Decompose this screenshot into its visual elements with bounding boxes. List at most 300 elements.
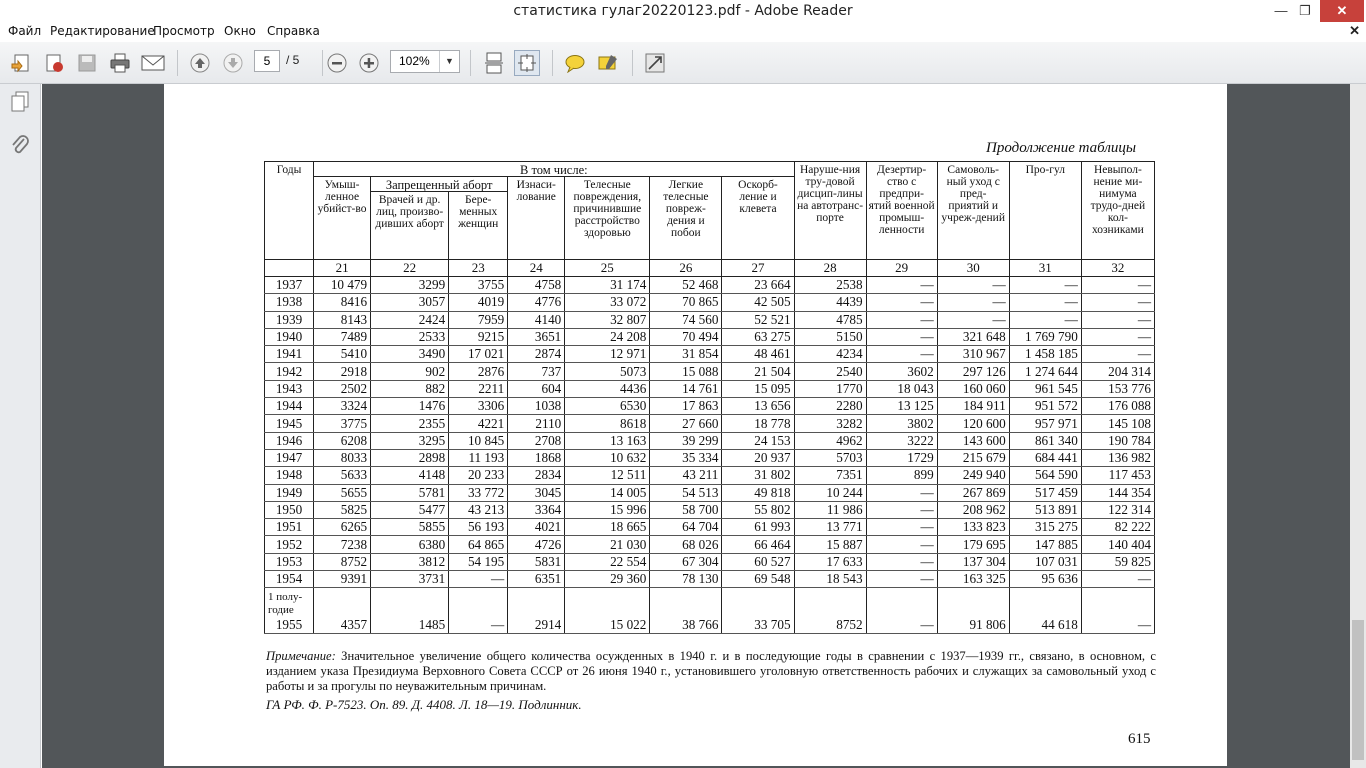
table-cell: 3057 [371, 294, 449, 311]
year-cell: 1945 [265, 415, 314, 432]
header-kolkhoz: Невыпол-нение ми-нимума трудо-дней кол-хозниками [1081, 162, 1154, 260]
table-cell: 54 195 [449, 553, 508, 570]
table-cell: 58 700 [650, 501, 722, 518]
table-row [265, 346, 1155, 363]
table-cell: 2280 [794, 398, 866, 415]
table-cell: 267 869 [937, 484, 1009, 501]
table-cell: 5477 [371, 501, 449, 518]
table-cell: 68 026 [650, 536, 722, 553]
table-cell: 2540 [794, 363, 866, 380]
table-cell: 6208 [314, 432, 371, 449]
table-cell: 91 806 [937, 588, 1009, 634]
table-cell: 32 807 [565, 311, 650, 328]
table-cell: 63 275 [722, 328, 794, 345]
table-cell: 15 022 [565, 588, 650, 634]
table-cell: 78 130 [650, 571, 722, 588]
table-cell: 33 705 [722, 588, 794, 634]
table-cell: — [866, 536, 937, 553]
table-cell: 20 233 [449, 467, 508, 484]
toolbar-separator [322, 50, 323, 76]
table-row [265, 484, 1155, 501]
column-number: 23 [449, 260, 508, 277]
table-cell: 9215 [449, 328, 508, 345]
table-cell: 249 940 [937, 467, 1009, 484]
note-text: Значительное увеличение общего количества осужденных в 1940 г. и в последующие годы в сравнении с 1937—1939 гг., связано, в основном, с изданием указа Президиума Верховного Совета СССР от 26 июня 1940 г., установившего уголовную ответственность рабочих и служащих за самовольный уход с работы и за прогулы по неуважительным причинам. [266, 649, 1157, 693]
table-cell: 11 193 [449, 449, 508, 466]
table-cell: 61 993 [722, 519, 794, 536]
table-cell: 297 126 [937, 363, 1009, 380]
table-cell: — [866, 571, 937, 588]
table-cell: 82 222 [1081, 519, 1154, 536]
column-number: 27 [722, 260, 794, 277]
table-cell: — [866, 294, 937, 311]
toolbar-separator [470, 50, 471, 76]
table-cell: 23 664 [722, 277, 794, 294]
table-cell: 17 021 [449, 346, 508, 363]
table-cell: 9391 [314, 571, 371, 588]
table-cell: 8752 [794, 588, 866, 634]
table-cell: 133 823 [937, 519, 1009, 536]
close-button[interactable]: ✕ [1320, 0, 1364, 22]
table-cell: 31 854 [650, 346, 722, 363]
table-row [265, 536, 1155, 553]
table-cell: — [449, 588, 508, 634]
year-cell: 1947 [265, 449, 314, 466]
statistics-table [264, 161, 1155, 634]
table-cell: 176 088 [1081, 398, 1154, 415]
table-cell: 5655 [314, 484, 371, 501]
table-cell: — [1081, 588, 1154, 634]
print-icon[interactable] [107, 50, 133, 76]
table-cell: 5831 [508, 553, 565, 570]
table-cell: 184 911 [937, 398, 1009, 415]
year-cell: 1948 [265, 467, 314, 484]
table-cell: 24 153 [722, 432, 794, 449]
table-cell: — [866, 588, 937, 634]
table-row [265, 380, 1155, 397]
table-cell: 4785 [794, 311, 866, 328]
header-insult: Оскорб-ление и клевета [722, 177, 794, 260]
table-cell: 3045 [508, 484, 565, 501]
table-cell: 70 494 [650, 328, 722, 345]
table-row [265, 519, 1155, 536]
combine-files-icon[interactable] [41, 50, 67, 76]
table-cell: 12 971 [565, 346, 650, 363]
table-note [266, 649, 1156, 694]
table-cell: 8033 [314, 449, 371, 466]
table-cell: 143 600 [937, 432, 1009, 449]
attachments-icon[interactable] [8, 132, 32, 156]
menu-file[interactable]: Файл [8, 24, 42, 38]
table-cell: 684 441 [1009, 449, 1081, 466]
table-cell: 39 299 [650, 432, 722, 449]
year-cell: 1949 [265, 484, 314, 501]
table-cell: 43 213 [449, 501, 508, 518]
table-cell: 3364 [508, 501, 565, 518]
table-cell: 54 513 [650, 484, 722, 501]
table-cell: 2874 [508, 346, 565, 363]
table-cell: — [866, 501, 937, 518]
table-cell: 7238 [314, 536, 371, 553]
table-cell: 3299 [371, 277, 449, 294]
table-cell: — [1081, 328, 1154, 345]
table-row [265, 467, 1155, 484]
zoom-select[interactable] [390, 50, 460, 73]
table-cell: 38 766 [650, 588, 722, 634]
table-cell: — [1009, 277, 1081, 294]
table-cell: 4021 [508, 519, 565, 536]
table-cell: 64 865 [449, 536, 508, 553]
table-cell: — [866, 553, 937, 570]
page-number-input[interactable]: 5 [254, 50, 280, 72]
table-cell: 2876 [449, 363, 508, 380]
table-cell: 15 996 [565, 501, 650, 518]
table-cell: 3490 [371, 346, 449, 363]
table-cell: — [866, 311, 937, 328]
table-row [265, 571, 1155, 588]
table-cell: 56 193 [449, 519, 508, 536]
table-row [265, 449, 1155, 466]
header-desertion: Дезертир-ство с предпри-ятий военной промыш-ленности [866, 162, 937, 260]
table-cell: 24 208 [565, 328, 650, 345]
table-cell: 517 459 [1009, 484, 1081, 501]
table-cell: 7489 [314, 328, 371, 345]
title-bar [0, 0, 1366, 22]
header-years: Годы [265, 162, 314, 260]
chevron-down-icon[interactable]: ▼ [439, 51, 459, 72]
table-cell: 20 937 [722, 449, 794, 466]
table-cell: 215 679 [937, 449, 1009, 466]
table-cell: 902 [371, 363, 449, 380]
table-cell: 48 461 [722, 346, 794, 363]
year-cell: 1953 [265, 553, 314, 570]
table-cell: 1485 [371, 588, 449, 634]
table-cell: 7959 [449, 311, 508, 328]
table-cell: 10 244 [794, 484, 866, 501]
menu-view[interactable]: Просмотр [153, 24, 215, 38]
table-row [265, 328, 1155, 345]
table-cell: 2538 [794, 277, 866, 294]
table-row [265, 553, 1155, 570]
toolbar-separator [177, 50, 178, 76]
table-cell: 321 648 [937, 328, 1009, 345]
table-cell: 179 695 [937, 536, 1009, 553]
half-year-label: 1 полу-годие [268, 591, 303, 617]
close-document-icon[interactable]: ✕ [1349, 23, 1360, 38]
year-cell: 1950 [265, 501, 314, 518]
table-row [265, 588, 1155, 634]
year-cell: 1946 [265, 432, 314, 449]
header-abortion: Запрещенный аборт [371, 177, 508, 192]
table-cell: 604 [508, 380, 565, 397]
table-cell: 4962 [794, 432, 866, 449]
table-cell: 5781 [371, 484, 449, 501]
table-cell: 6380 [371, 536, 449, 553]
year-cell: 1941 [265, 346, 314, 363]
year-cell [265, 588, 314, 634]
header-rape: Изнаси-лование [508, 177, 565, 260]
table-cell: 4019 [449, 294, 508, 311]
header-bodily-harm: Телесные повреждения, причинившие расстройство здоровью [565, 177, 650, 260]
table-cell: 204 314 [1081, 363, 1154, 380]
table-cell: 160 060 [937, 380, 1009, 397]
table-cell: 2355 [371, 415, 449, 432]
table-cell: 4221 [449, 415, 508, 432]
table-cell: 44 618 [1009, 588, 1081, 634]
table-cell: 315 275 [1009, 519, 1081, 536]
scrollbar-thumb[interactable] [1352, 620, 1364, 760]
table-cell: 67 304 [650, 553, 722, 570]
table-cell: 7351 [794, 467, 866, 484]
table-cell: 137 304 [937, 553, 1009, 570]
column-number: 22 [371, 260, 449, 277]
table-cell: 5703 [794, 449, 866, 466]
table-cell: 13 163 [565, 432, 650, 449]
table-cell: 27 660 [650, 415, 722, 432]
table-cell: 31 174 [565, 277, 650, 294]
table-cell: 3775 [314, 415, 371, 432]
page-number: 615 [1128, 731, 1151, 747]
table-cell: 59 825 [1081, 553, 1154, 570]
table-cell: 42 505 [722, 294, 794, 311]
table-cell: 4148 [371, 467, 449, 484]
table-cell: 208 962 [937, 501, 1009, 518]
table-body [265, 277, 1155, 634]
toolbar [0, 42, 1366, 84]
table-cell: 2918 [314, 363, 371, 380]
table-cell: 8752 [314, 553, 371, 570]
table-cell: 951 572 [1009, 398, 1081, 415]
table-cell: 66 464 [722, 536, 794, 553]
table-cell: 10 845 [449, 432, 508, 449]
table-cell: 5150 [794, 328, 866, 345]
fit-page-icon[interactable] [514, 50, 540, 76]
year-cell: 1938 [265, 294, 314, 311]
year-cell: 1954 [265, 571, 314, 588]
table-cell: — [1081, 294, 1154, 311]
create-pdf-icon[interactable] [8, 50, 34, 76]
table-cell: — [937, 294, 1009, 311]
table-cell: 11 986 [794, 501, 866, 518]
year-cell: 1942 [265, 363, 314, 380]
menu-edit[interactable]: Редактирование [50, 24, 155, 38]
table-cell: 8618 [565, 415, 650, 432]
next-page-icon[interactable] [220, 50, 246, 76]
table-cell: 21 030 [565, 536, 650, 553]
table-cell: 33 072 [565, 294, 650, 311]
table-cell: 513 891 [1009, 501, 1081, 518]
table-cell: 737 [508, 363, 565, 380]
table-cell: 120 600 [937, 415, 1009, 432]
table-cell: 74 560 [650, 311, 722, 328]
column-number: 25 [565, 260, 650, 277]
table-cell: 2424 [371, 311, 449, 328]
header-murder: Умыш-ленное убийст-во [314, 177, 371, 260]
header-light-harm: Легкие телесные повреж-дения и побои [650, 177, 722, 260]
page-thumbnails-icon[interactable] [8, 90, 32, 114]
table-cell: — [1081, 311, 1154, 328]
year-label: 1955 [275, 617, 303, 633]
menu-help[interactable]: Справка [267, 24, 320, 38]
table-cell: 564 590 [1009, 467, 1081, 484]
table-cell: 60 527 [722, 553, 794, 570]
table-cell: 18 543 [794, 571, 866, 588]
column-number: 32 [1081, 260, 1154, 277]
table-cell: 14 761 [650, 380, 722, 397]
table-cell: 2708 [508, 432, 565, 449]
table-cell: 6265 [314, 519, 371, 536]
column-number: 24 [508, 260, 565, 277]
table-cell: 163 325 [937, 571, 1009, 588]
table-cell: 4776 [508, 294, 565, 311]
table-cell: 70 865 [650, 294, 722, 311]
table-cell: 4234 [794, 346, 866, 363]
table-cell: — [866, 519, 937, 536]
email-icon[interactable] [140, 50, 166, 76]
previous-page-icon[interactable] [187, 50, 213, 76]
table-cell: — [449, 571, 508, 588]
table-cell: 1476 [371, 398, 449, 415]
table-cell: 4140 [508, 311, 565, 328]
table-cell: 35 334 [650, 449, 722, 466]
minimize-button[interactable]: — [1274, 3, 1288, 18]
table-cell: 1 769 790 [1009, 328, 1081, 345]
header-including: В том числе: [314, 162, 795, 177]
table-cell: 15 887 [794, 536, 866, 553]
table-cell: 5855 [371, 519, 449, 536]
table-cell: 1729 [866, 449, 937, 466]
table-cell: 3602 [866, 363, 937, 380]
table-cell: 21 504 [722, 363, 794, 380]
table-cell: 145 108 [1081, 415, 1154, 432]
table-cell: 882 [371, 380, 449, 397]
table-cell: 15 095 [722, 380, 794, 397]
table-row [265, 398, 1155, 415]
menu-bar [0, 22, 1366, 42]
table-cell: 5073 [565, 363, 650, 380]
table-cell: 8143 [314, 311, 371, 328]
toolbar-separator [632, 50, 633, 76]
table-cell: 899 [866, 467, 937, 484]
year-cell: 1943 [265, 380, 314, 397]
zoom-out-icon[interactable] [324, 50, 350, 76]
table-cell: — [866, 346, 937, 363]
table-cell: 107 031 [1009, 553, 1081, 570]
year-cell: 1951 [265, 519, 314, 536]
maximize-button[interactable]: ❐ [1299, 3, 1311, 18]
table-cell: 10 479 [314, 277, 371, 294]
header-pregnant: Бере-менных женщин [449, 192, 508, 260]
table-cell: 69 548 [722, 571, 794, 588]
navigation-pane [0, 84, 41, 768]
table-cell: 15 088 [650, 363, 722, 380]
column-number: 21 [314, 260, 371, 277]
table-cell: 13 656 [722, 398, 794, 415]
table-cell: 31 802 [722, 467, 794, 484]
table-cell: — [866, 277, 937, 294]
table-cell: 6530 [565, 398, 650, 415]
table-cell: 18 665 [565, 519, 650, 536]
pdf-page [164, 84, 1227, 766]
comment-icon[interactable] [562, 50, 588, 76]
table-cell: 14 005 [565, 484, 650, 501]
table-cell: 3324 [314, 398, 371, 415]
table-cell: 12 511 [565, 467, 650, 484]
table-cell: 2898 [371, 449, 449, 466]
table-row [265, 311, 1155, 328]
header-transport: Наруше-ния тру-довой дисцип-лины на автотранс-порте [794, 162, 866, 260]
table-cell: 2211 [449, 380, 508, 397]
table-cell: 13 771 [794, 519, 866, 536]
table-cell: 6351 [508, 571, 565, 588]
page-total: / 5 [286, 53, 300, 67]
table-cell: 144 354 [1081, 484, 1154, 501]
table-cell: 55 802 [722, 501, 794, 518]
table-row [265, 294, 1155, 311]
column-number: 28 [794, 260, 866, 277]
highlight-icon[interactable] [595, 50, 621, 76]
table-cell: — [1081, 346, 1154, 363]
table-cell: 5410 [314, 346, 371, 363]
document-area[interactable] [42, 84, 1350, 768]
vertical-scrollbar[interactable] [1350, 84, 1366, 768]
table-cell: — [1009, 311, 1081, 328]
table-cell: — [1081, 277, 1154, 294]
zoom-in-icon[interactable] [356, 50, 382, 76]
table-cell: 2914 [508, 588, 565, 634]
table-cell: 18 778 [722, 415, 794, 432]
save-icon[interactable] [74, 50, 100, 76]
table-cell: 13 125 [866, 398, 937, 415]
table-row [265, 501, 1155, 518]
table-cell: 33 772 [449, 484, 508, 501]
year-cell: 1937 [265, 277, 314, 294]
table-cell: 2502 [314, 380, 371, 397]
table-cell: 961 545 [1009, 380, 1081, 397]
full-screen-icon[interactable] [642, 50, 668, 76]
table-cell: 49 818 [722, 484, 794, 501]
table-cell: 3295 [371, 432, 449, 449]
column-number-blank [265, 260, 314, 277]
year-cell: 1940 [265, 328, 314, 345]
table-cell: 153 776 [1081, 380, 1154, 397]
table-row [265, 363, 1155, 380]
table-cell: 3282 [794, 415, 866, 432]
table-cell: 3812 [371, 553, 449, 570]
table-cell: 4439 [794, 294, 866, 311]
menu-window[interactable]: Окно [224, 24, 256, 38]
table-cell: — [937, 311, 1009, 328]
continuation-title: Продолжение таблицы [986, 140, 1137, 156]
table-cell: 2834 [508, 467, 565, 484]
table-cell: 64 704 [650, 519, 722, 536]
scrolling-mode-icon[interactable] [481, 50, 507, 76]
table-cell: 22 554 [565, 553, 650, 570]
zoom-value: 102% [399, 54, 430, 68]
note-label: Примечание: [266, 649, 336, 663]
table-cell: 3222 [866, 432, 937, 449]
table-cell: 4436 [565, 380, 650, 397]
table-cell: 861 340 [1009, 432, 1081, 449]
table-cell: 3802 [866, 415, 937, 432]
column-number: 30 [937, 260, 1009, 277]
table-cell: 117 453 [1081, 467, 1154, 484]
column-number: 29 [866, 260, 937, 277]
header-self-leave: Самоволь-ный уход с пред-приятий и учреж-дений [937, 162, 1009, 260]
table-row [265, 277, 1155, 294]
table-cell: 4357 [314, 588, 371, 634]
table-cell: 4758 [508, 277, 565, 294]
